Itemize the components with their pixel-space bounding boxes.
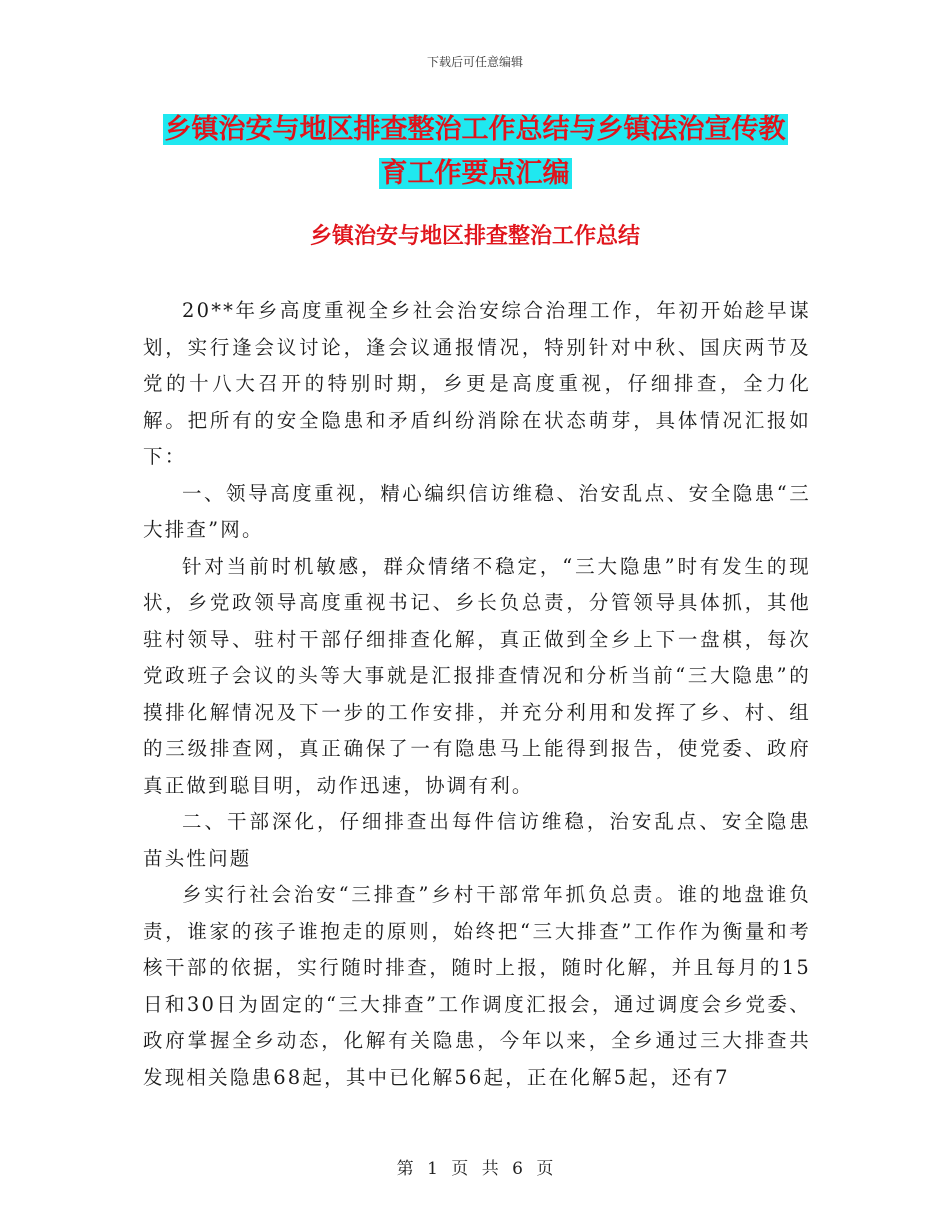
document-title-line-1 <box>0 110 950 150</box>
paragraph: 二、干部深化，仔细排查出每件信访维稳，治安乱点、安全隐患苗头性问题 <box>143 810 811 870</box>
title-highlight-2: 育工作要点汇编 <box>380 158 570 189</box>
header-note: 下载后可任意编辑 <box>426 55 523 69</box>
paragraph: 一、领导高度重视，精心编织信访维稳、治安乱点、安全隐患“三大排查”网。 <box>143 481 811 541</box>
paragraph: 针对当前时机敏感，群众情绪不稳定，“三大隐患”时有发生的现状，乡党政领导高度重视书记、乡长负总责，分管领导具体抓，其他驻村领导、驻村干部仔细排查化解，真正做到全乡上下一盘棋，每次党政班子会议的头等大事就是汇报排查情况和分析当前“三大隐患”的摸排化解情况及下一步的工作安排，并充分利用和发挥了乡、村、组的三级排查网，真正确保了一有隐患马上能得到报告，使党委、政府真正做到聪目明，动作迅速，协调有利。 <box>143 554 811 797</box>
paragraph: 乡实行社会治安“三排查”乡村干部常年抓负总责。谁的地盘谁负责，谁家的孩子谁抱走的原则，始终把“三大排查”工作作为衡量和考核干部的依据，实行随时排查，随时上报，随时化解，并且每月的15日和30日为固定的“三大排查”工作调度汇报会，通过调度会乡党委、政府掌握全乡动态，化解有关隐患，今年以来，全乡通过三大排查共发现相关隐患68起，其中已化解56起，正在化解5起，还有7 <box>143 883 811 1089</box>
title-highlight-1: 乡镇治安与地区排查整治工作总结与乡镇法治宣传教 <box>164 114 786 145</box>
body-text <box>143 293 811 1096</box>
section-title: 乡镇治安与地区排查整治工作总结 <box>309 223 640 249</box>
paragraph: 20**年乡高度重视全乡社会治安综合治理工作，年初开始趁早谋划，实行逢会议讨论，逢会议通报情况，特别针对中秋、国庆两节及党的十八大召开的特别时期，乡更是高度重视，仔细排查，全力化解。把所有的安全隐患和矛盾纠纷消除在状态萌芽，具体情况汇报如下： <box>143 299 811 468</box>
page-footer: 第 1 页 共 6 页 <box>396 1159 554 1179</box>
document-title-line-2 <box>0 154 950 194</box>
